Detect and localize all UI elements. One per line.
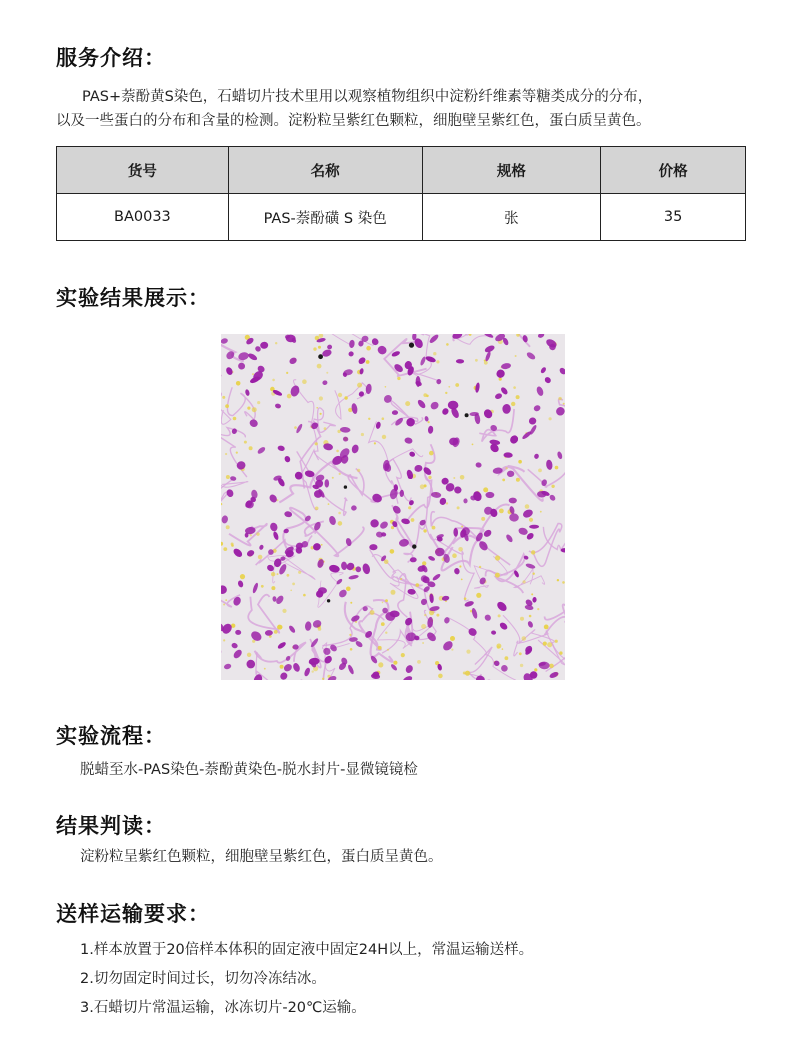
shipping-list <box>80 938 533 1025</box>
interpretation-text: 淀粉粒呈紫红色颗粒，细胞壁呈紫红色，蛋白质呈黄色。 <box>80 849 443 865</box>
shipping-heading: 送样运输要求： <box>56 902 210 926</box>
header-name: 名称 <box>228 147 422 194</box>
list-item: 1.样本放置于20倍样本体积的固定液中固定24H以上，常温运输送样。 <box>80 942 534 958</box>
cell-price: 35 <box>601 194 746 241</box>
micrograph-canvas <box>221 334 565 680</box>
service-heading: 服务介绍： <box>56 46 166 70</box>
header-sku: 货号 <box>57 147 229 194</box>
cell-sku: BA0033 <box>57 194 229 241</box>
table-row <box>57 194 746 241</box>
intro-line-2: 以及一些蛋白的分布和含量的检测。淀粉粒呈紫红色颗粒，细胞壁呈紫红色，蛋白质呈黄色。 <box>56 113 651 129</box>
list-item: 3.石蜡切片常温运输，冰冻切片-20℃运输。 <box>80 1000 366 1016</box>
header-spec: 规格 <box>422 147 601 194</box>
results-heading: 实验结果展示： <box>56 286 210 310</box>
cell-name: PAS-萘酚磺 S 染色 <box>228 194 422 241</box>
table-header-row <box>57 147 746 194</box>
list-item: 2.切勿固定时间过长，切勿冷冻结冰。 <box>80 971 326 987</box>
micrograph-image <box>221 334 565 680</box>
process-text: 脱蜡至水-PAS染色-萘酚黄染色-脱水封片-显微镜镜检 <box>80 762 418 778</box>
product-table <box>56 146 746 241</box>
intro-line-1: PAS+萘酚黄S染色，石蜡切片技术里用以观察植物组织中淀粉纤维素等糖类成分的分布， <box>82 89 653 105</box>
cell-spec: 张 <box>422 194 601 241</box>
interpretation-heading: 结果判读： <box>56 814 166 838</box>
process-heading: 实验流程： <box>56 724 166 748</box>
header-price: 价格 <box>601 147 746 194</box>
